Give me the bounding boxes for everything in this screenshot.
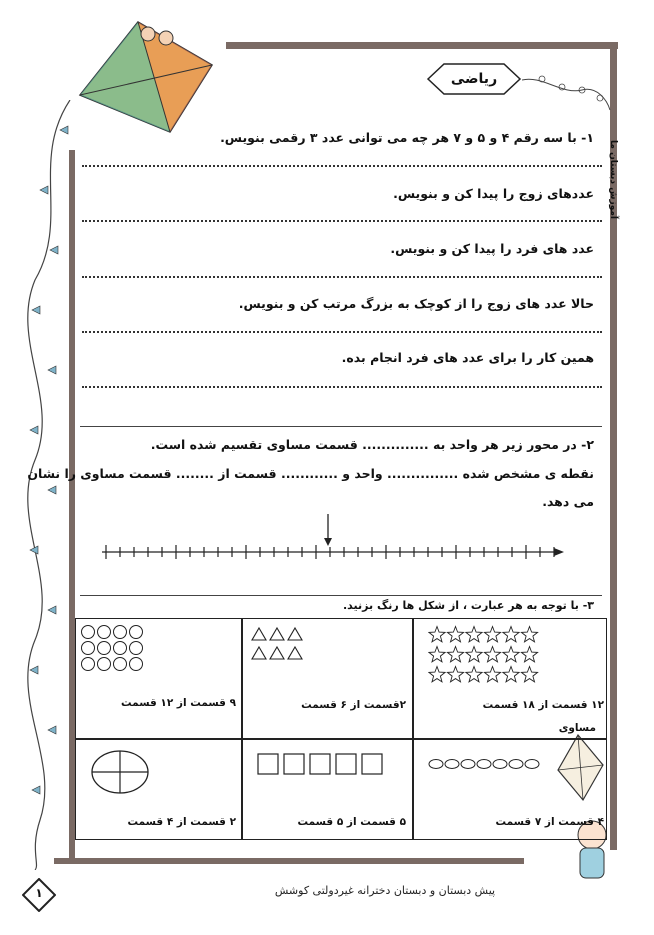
footer-text: پیش دبستان و دبستان دخترانه غیردولتی کوشش — [274, 884, 496, 897]
star-shape — [503, 647, 519, 662]
star-shape — [503, 667, 519, 682]
cell-label-stars: ۱۲ قسمت از ۱۸ قسمت — [482, 699, 604, 711]
cell-label-extra: مساوی — [558, 722, 596, 734]
oval-shape — [493, 760, 507, 769]
cell-label-ovals: ۴ قسمت از ۷ قسمت — [495, 816, 604, 828]
frame-bottom-border — [54, 858, 524, 864]
circle-shape — [82, 658, 95, 671]
circle-shape — [114, 626, 127, 639]
oval-shape — [445, 760, 459, 769]
circle-shape — [98, 642, 111, 655]
frame-top-border — [226, 42, 618, 49]
circle-shape — [130, 658, 143, 671]
q1-prompt: ۱- با سه رقم ۴ و ۵ و ۷ هر چه می توانی عدد ۳ رقمی بنویس. — [220, 130, 594, 145]
star-shape — [484, 647, 500, 662]
answer-line — [82, 220, 602, 222]
circle-shape — [82, 626, 95, 639]
star-shape — [429, 647, 445, 662]
divided-circle-shape — [90, 748, 150, 796]
star-shape — [447, 627, 463, 642]
q3-prompt: ۳- با توجه به هر عبارت ، از شکل ها رنگ بزنید. — [342, 599, 594, 612]
star-shape — [484, 667, 500, 682]
q2-line1: ۲- در محور زیر هر واحد به .............. قسمت مساوی تقسیم شده است. — [150, 437, 594, 452]
star-shape — [521, 667, 537, 682]
oval-shape — [525, 760, 539, 769]
side-vertical-text: آموزش دبستان ما — [608, 140, 618, 220]
section-divider — [80, 426, 602, 427]
circle-shape — [82, 642, 95, 655]
circle-shape — [114, 642, 127, 655]
oval-shape — [429, 760, 443, 769]
star-shape — [503, 627, 519, 642]
oval-shape — [461, 760, 475, 769]
q1-part-d: همین کار را برای عدد های فرد انجام بده. — [341, 350, 594, 365]
circle-shape — [114, 658, 127, 671]
circle-shape — [130, 626, 143, 639]
answer-line — [82, 165, 602, 167]
page-title: ریاضی — [450, 71, 498, 87]
star-shape — [466, 647, 482, 662]
kite-illustration — [60, 20, 230, 140]
squares-shape-group — [256, 752, 386, 776]
star-shape — [484, 627, 500, 642]
answer-line — [82, 276, 602, 278]
triangles-shape-group — [250, 626, 304, 664]
section-divider — [80, 595, 602, 596]
q2-line2: نقطه ی مشخص شده ............... واحد و ............ قسمت از ........ قسمت مساوی را نشان — [27, 466, 594, 481]
cell-label-squares: ۵ قسمت از ۵ قسمت — [297, 816, 406, 828]
q1-part-a: عددهای زوج را پیدا کن و بنویس. — [393, 186, 594, 201]
star-shape — [466, 667, 482, 682]
answer-line — [82, 331, 602, 333]
star-shape — [466, 627, 482, 642]
q1-part-b: عدد های فرد را پیدا کن و بنویس. — [390, 241, 594, 256]
q1-part-c: حالا عدد های زوج را از کوچک به بزرگ مرتب کن و بنویس. — [238, 296, 594, 311]
oval-shape — [477, 760, 491, 769]
star-shape — [447, 647, 463, 662]
grid-line — [75, 738, 607, 740]
ovals-shape-group — [428, 756, 540, 772]
title-string-decoration — [522, 70, 612, 120]
circle-shape — [98, 626, 111, 639]
cell-label-triangles: ۲قسمت از ۶ قسمت — [301, 699, 406, 711]
number-line — [96, 508, 570, 568]
cell-label-circles: ۹ قسمت از ۱۲ قسمت — [121, 697, 236, 709]
q2-line3: می دهد. — [542, 494, 594, 509]
star-shape — [429, 627, 445, 642]
stars-shape-group — [428, 625, 540, 687]
star-shape — [447, 667, 463, 682]
star-shape — [521, 627, 537, 642]
circle-shape — [130, 642, 143, 655]
grid-line — [412, 618, 414, 840]
circle-shape — [98, 658, 111, 671]
answer-line — [82, 386, 602, 388]
page-number: ۱ — [35, 886, 43, 900]
star-shape — [521, 647, 537, 662]
star-shape — [429, 667, 445, 682]
oval-shape — [509, 760, 523, 769]
circles-shape-group — [80, 624, 144, 672]
cell-label-divided-circle: ۲ قسمت از ۴ قسمت — [127, 816, 236, 828]
grid-line — [241, 618, 243, 840]
